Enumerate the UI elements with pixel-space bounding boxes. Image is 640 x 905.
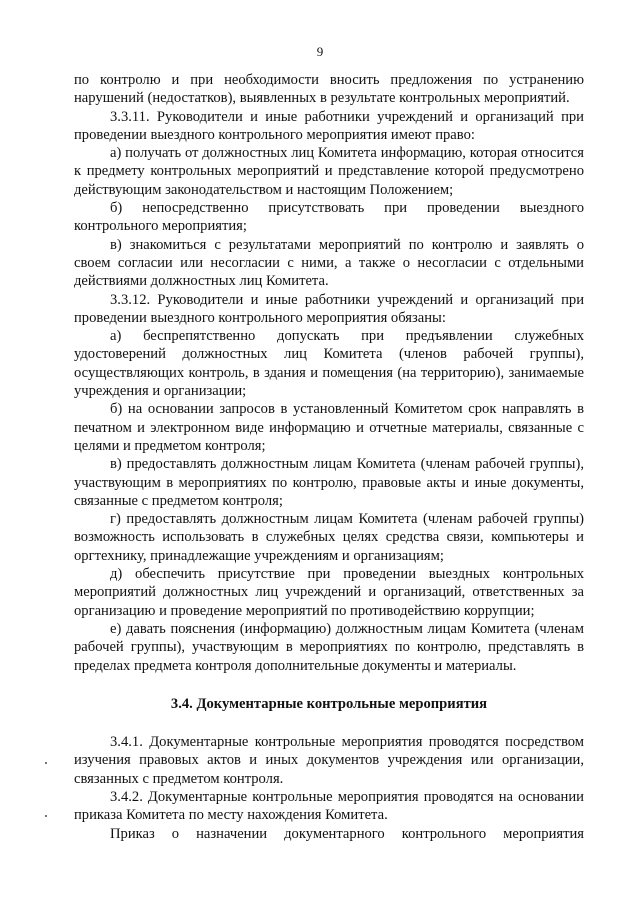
paragraph: 3.4.2. Документарные контрольные мероприятия проводятся на основании приказа Комитета по месту нахождения Комитета.	[74, 788, 584, 824]
paragraph: в) предоставлять должностным лицам Комитета (членам рабочей группы), участвующим в мероприятиях по контролю, правовые акты и иные документы, связанные с предметом контроля;	[74, 456, 584, 509]
paragraph: 3.3.12. Руководители и иные работники учреждений и организаций при проведении выездного контрольного мероприятия обязаны:	[74, 291, 584, 326]
paragraph: 3.3.11. Руководители и иные работники учреждений и организаций при проведении выездного контрольного мероприятия имеют право:	[74, 108, 584, 143]
page-number: 9	[316, 44, 324, 59]
section-heading: 3.4. Документарные контрольные мероприятия	[170, 695, 488, 712]
paragraph: по контролю и при необходимости вносить предложения по устранению нарушений (недостатков), выявленных в результате контрольных мероприятий.	[74, 72, 584, 107]
paragraph: б) непосредственно присутствовать при проведении выездного контрольного мероприятия;	[74, 200, 584, 235]
paragraph: е) давать пояснения (информацию) должностным лицам Комитета (членам рабочей группы), участвующим в мероприятиях по контролю, представлять в пределах предмета контроля дополнительные документы и материалы.	[74, 620, 584, 674]
document-body	[74, 71, 584, 843]
paragraph: в) знакомиться с результатами мероприятий по контролю и заявлять о своем согласии или несогласии с ними, а также о несогласии с отдельными действиями должностных лиц Комитета.	[74, 236, 584, 290]
paragraph: Приказ о назначении документарного контрольного мероприятия	[110, 825, 584, 842]
scan-speck	[45, 815, 47, 817]
scan-speck	[45, 762, 47, 764]
paragraph: д) обеспечить присутствие при проведении выездных контрольных мероприятий должностных лиц учреждений и организаций, ответственных за организацию и проведение мероприятий по противодействию коррупции;	[74, 566, 584, 619]
paragraph: а) беспрепятственно допускать при предъявлении служебных удостоверений должностных лиц Комитета (членов рабочей группы), осуществляющих контроль, в здания и помещения (на территорию), занимаемые учреждения и организации;	[74, 328, 584, 400]
paragraph: б) на основании запросов в установленный Комитетом срок направлять в печатном и электронном виде информацию и отчетные материалы, связанные с целями и предметом контроля;	[74, 401, 584, 454]
paragraph: 3.4.1. Документарные контрольные мероприятия проводятся посредством изучения правовых актов и иных документов учреждения или организации, связанных с предметом контроля.	[74, 734, 584, 787]
paragraph: а) получать от должностных лиц Комитета информацию, которая относится к предмету контрольных мероприятий и представление которой предусмотрено действующим законодательством и настоящим Положением;	[74, 145, 584, 198]
paragraph: г) предоставлять должностным лицам Комитета (членам рабочей группы) возможность использовать в служебных целях средства связи, компьютеры и оргтехнику, принадлежащие учреждениям и организациям;	[74, 511, 584, 564]
